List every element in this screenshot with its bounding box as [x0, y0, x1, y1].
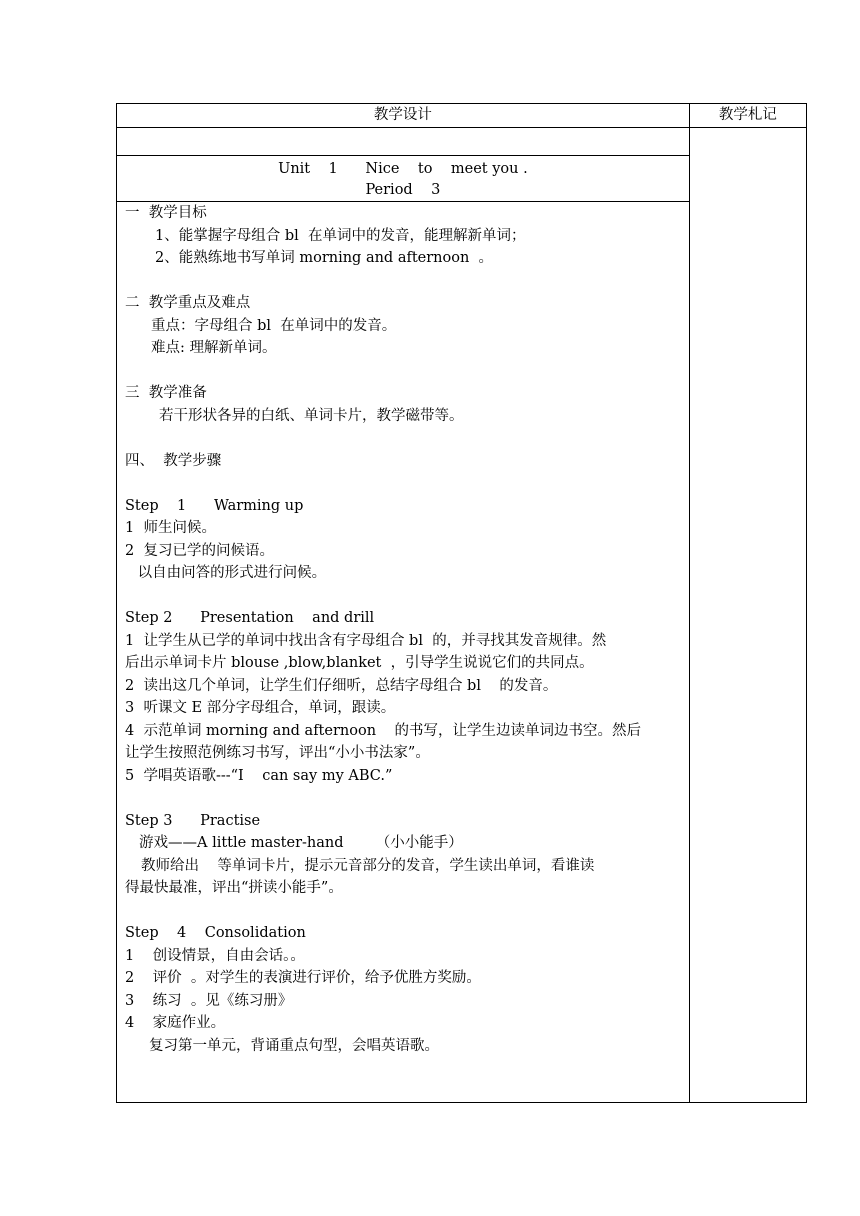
- period-title: Period 3: [365, 182, 441, 198]
- step2-item: 4 示范单词 morning and afternoon 的书写，让学生边读单词边书空。然后: [125, 722, 641, 739]
- step2-item: 1 让学生从已学的单词中找出含有字母组合 bl 的，并寻找其发音规律。然: [125, 632, 607, 649]
- step2-item: 3 听课文 E 部分字母组合，单词，跟读。: [125, 700, 396, 716]
- unit-title: Unit 1 Nice to meet you .: [278, 161, 528, 177]
- step4-item: 1 创设情景，自由会话。。: [125, 947, 305, 964]
- objective-item: 2、能熟练地书写单词 morning and afternoon 。: [155, 250, 494, 266]
- step1-title: Step 1 Warming up: [125, 497, 304, 514]
- blank-row: [117, 128, 690, 156]
- step2-title: Step 2 Presentation and drill: [125, 610, 375, 626]
- key-point-item: 重点：字母组合 bl 在单词中的发音。: [151, 317, 397, 334]
- section-preparation-title: 三 教学准备: [125, 385, 207, 401]
- step2-item: 后出示单词卡片 blouse ,blow,blanket ，引导学生说说它们的共同点。: [125, 655, 594, 671]
- section-objectives-title: 一 教学目标: [125, 205, 207, 221]
- section-key-points-title: 二 教学重点及难点: [125, 295, 251, 311]
- header-teaching-notes: 教学札记: [689, 104, 806, 128]
- notes-column: [689, 128, 806, 1103]
- section-steps-title: 四、 教学步骤: [125, 452, 222, 469]
- step3-title: Step 3 Practise: [125, 812, 261, 829]
- step3-item: 教师给出 等单词卡片，提示元音部分的发音，学生读出单词，看谁读: [141, 857, 595, 874]
- step1-item: 2 复习已学的问候语。: [125, 542, 274, 559]
- step4-item: 2 评价 。对学生的表演进行评价，给予优胜方奖励。: [125, 970, 481, 986]
- step4-item: 3 练习 。见《练习册》: [125, 992, 293, 1009]
- step2-item: 2 读出这几个单词，让学生们仔细听，总结字母组合 bl 的发音。: [125, 677, 558, 694]
- step4-item: 复习第一单元，背诵重点句型，会唱英语歌。: [149, 1037, 439, 1054]
- step4-title: Step 4 Consolidation: [125, 925, 306, 941]
- step2-item: 让学生按照范例练习书写，评出“小小书法家”。: [125, 745, 430, 761]
- step2-item: 5 学唱英语歌---“I can say my ABC.”: [125, 767, 393, 784]
- lesson-plan-table: [116, 103, 807, 1103]
- step3-item: 游戏——A little master-hand （小小能手）: [139, 835, 463, 851]
- key-point-item: 难点: 理解新单词。: [151, 340, 277, 356]
- step3-item: 得最快最准，评出“拼读小能手”。: [125, 880, 343, 896]
- lesson-body: [117, 202, 690, 1103]
- preparation-item: 若干形状各异的白纸、单词卡片，教学磁带等。: [159, 407, 464, 424]
- step1-item: 1 师生问候。: [125, 520, 216, 536]
- step4-item: 4 家庭作业。: [125, 1015, 226, 1031]
- unit-title-cell: [117, 156, 690, 202]
- header-teaching-design: 教学设计: [117, 104, 690, 128]
- objective-item: 1、能掌握字母组合 bl 在单词中的发音，能理解新单词；: [155, 227, 526, 244]
- step1-item: 以自由问答的形式进行问候。: [133, 565, 327, 581]
